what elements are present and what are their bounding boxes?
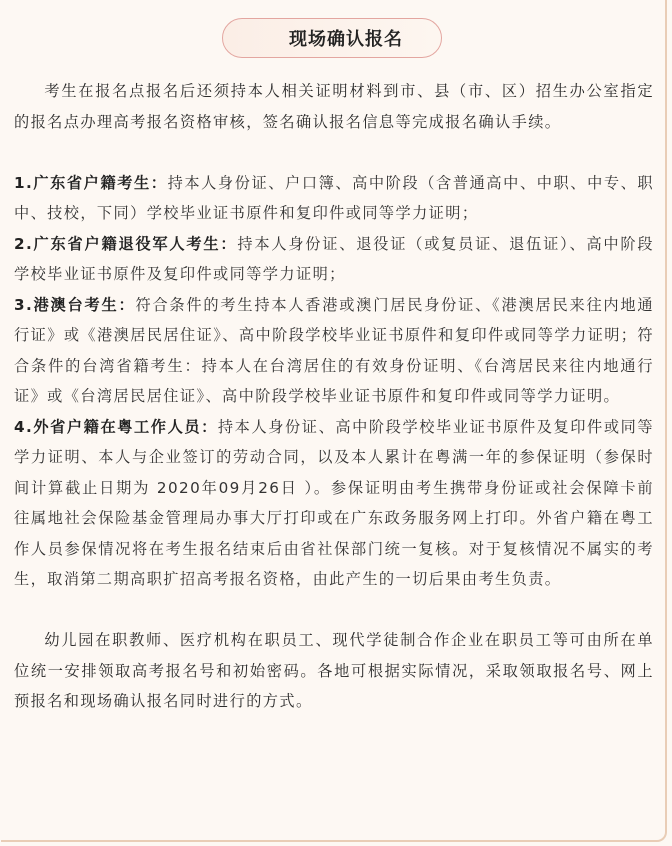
page-title: 现场确认报名: [289, 29, 403, 50]
article-body: [14, 76, 654, 717]
item-text: 符合条件的考生持本人香港或澳门居民身份证、《港澳居民来往内地通行证》或《港澳居民居住证》、高中阶段学校毕业证书原件和复印件或同等学力证明；符合条件的台湾省籍考生：持本人在台湾居住的有效身份证明、《台湾居民来往内地通行证》或《台湾居民居住证》、高中阶段学校毕业证书原件和复印件或同等学力证明。: [14, 295, 654, 405]
list-item: [14, 229, 654, 290]
closing-paragraph: 幼儿园在职教师、医疗机构在职员工、现代学徒制合作企业在职员工等可由所在单位统一安排领取高考报名号和初始密码。各地可根据实际情况，采取领取报名号、网上预报名和现场确认报名同时进行的方式。: [14, 631, 654, 710]
intro-paragraph: 考生在报名点报名后还须持本人相关证明材料到市、县（市、区）招生办公室指定的报名点办理高考报名资格审核，签名确认报名信息等完成报名确认手续。: [14, 82, 654, 131]
title-badge: [222, 18, 442, 58]
list-item: [14, 290, 654, 412]
item-text: 持本人身份证、高中阶段学校毕业证书原件及复印件或同等学力证明、本人与企业签订的劳动合同，以及本人累计在粤满一年的参保证明（参保时间计算截止日期为 2020年09月26日 ）。参保证明由考生携带身份证或社会保障卡前往属地社会保险基金管理局办事大厅打印或在广东政务服务网上打印。外省户籍在粤工作人员参保情况将在考生报名结束后由省社保部门统一复核。对于复核情况不属实的考生，取消第二期高职扩招高考报名资格，由此产生的一切后果由考生负责。: [14, 417, 654, 588]
spacer: [14, 595, 654, 626]
item-text: 持本人身份证、户口簿、高中阶段（含普通高中、中职、中专、职中、技校，下同）学校毕业证书原件和复印件或同等学力证明；: [14, 173, 654, 222]
item-label: 4.外省户籍在粤工作人员：: [14, 417, 218, 436]
item-label: 2.广东省户籍退役军人考生：: [14, 234, 238, 253]
item-label: 3.港澳台考生：: [14, 295, 136, 314]
spacer: [14, 137, 654, 168]
list-item: [14, 168, 654, 229]
list-item: [14, 412, 654, 595]
item-label: 1.广东省户籍考生：: [14, 173, 168, 192]
item-text: 持本人身份证、退役证（或复员证、退伍证）、高中阶段学校毕业证书原件及复印件或同等学力证明；: [14, 234, 654, 283]
